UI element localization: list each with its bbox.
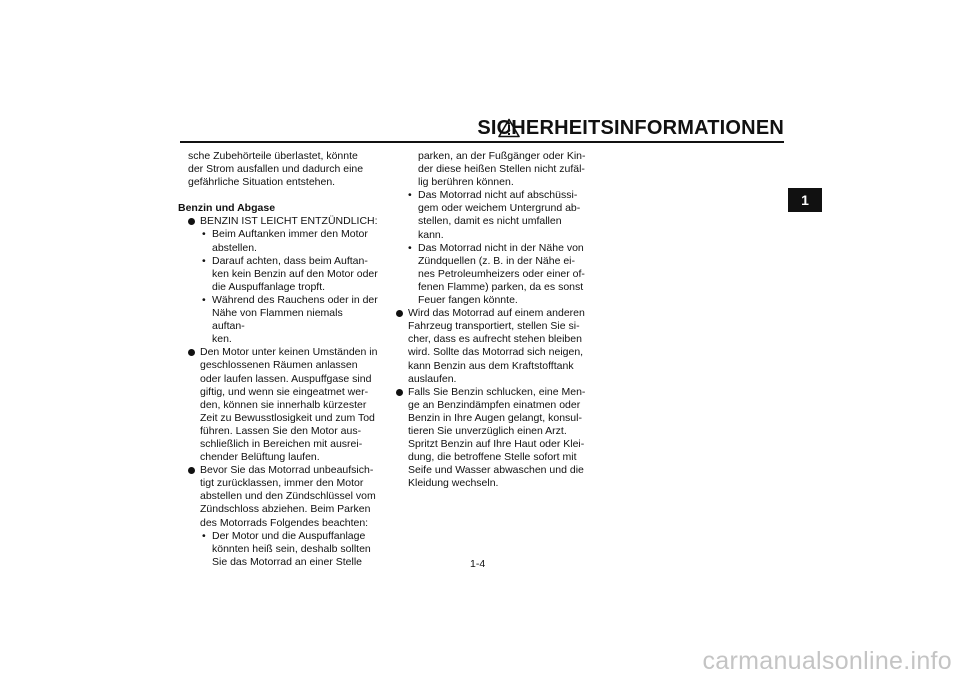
text-line: abstellen und den Zündschlüssel vom (200, 490, 376, 503)
text-line: Zündquellen (z. B. in der Nähe ei- (418, 254, 576, 267)
text-line: Benzin in Ihre Augen gelangt, konsul- (408, 411, 582, 424)
text-column-left (178, 150, 378, 569)
text-line: Das Motorrad nicht in der Nähe von (418, 241, 584, 254)
bullet-item (396, 307, 606, 386)
intro-paragraph (178, 150, 378, 189)
text-line: fenen Flamme) parken, da es sonst (418, 280, 584, 293)
sub-bullet-icon: • (202, 254, 206, 267)
text-line: den, können sie innerhalb kürzester (200, 398, 367, 411)
page-title: SICHERHEITSINFORMATIONEN (477, 117, 784, 139)
sub-bullet-icon: • (202, 293, 206, 306)
text-line: Das Motorrad nicht auf abschüssi- (418, 189, 578, 202)
text-line: Beim Auftanken immer den Motor (212, 228, 368, 241)
sub-bullet-item (178, 255, 378, 294)
text-line: Sie das Motorrad an einer Stelle (212, 555, 362, 568)
text-line: ken kein Benzin auf den Motor oder (212, 267, 378, 280)
text-line: Fahrzeug transportiert, stellen Sie si- (408, 320, 580, 333)
text-line: Darauf achten, dass beim Auftan- (212, 254, 368, 267)
text-line: Den Motor unter keinen Umständen in (200, 346, 378, 359)
sub-bullet-icon: • (202, 529, 206, 542)
text-line: Zündschloss abziehen. Beim Parken (200, 503, 371, 516)
watermark: carmanualsonline.info (702, 647, 952, 675)
page-header (180, 116, 784, 142)
text-line: Bevor Sie das Motorrad unbeaufsich- (200, 464, 374, 477)
text-line: Kleidung wechseln. (408, 477, 499, 490)
text-line: der diese heißen Stellen nicht zufäl- (418, 163, 585, 176)
text-line: Wird das Motorrad auf einem anderen (408, 307, 585, 320)
text-line: cher, dass es aufrecht stehen bleiben (408, 333, 582, 346)
text-line: die Auspuffanlage tropft. (212, 280, 326, 293)
text-line: abstellen. (212, 241, 257, 254)
text-line: tieren Sie unverzüglich einen Arzt. (408, 424, 567, 437)
text-line: auslaufen. (408, 372, 457, 385)
section-heading: Benzin und Abgase (178, 202, 276, 215)
text-line: oder laufen lassen. Auspuffgase sind (200, 372, 372, 385)
text-line: BENZIN IST LEICHT ENTZÜNDLICH: (200, 215, 378, 228)
bullet-item (178, 215, 378, 228)
bullet-dot-icon (188, 349, 195, 356)
text-line: tigt zurücklassen, immer den Motor (200, 477, 364, 490)
text-line: ge an Benzindämpfen einatmen oder (408, 398, 581, 411)
text-line: ken. (212, 333, 232, 346)
sub-bullet-item (178, 294, 378, 346)
text-line: lig berühren können. (418, 176, 514, 189)
sub-bullet-item (396, 242, 606, 307)
text-line: gem oder weichem Untergrund ab- (418, 202, 581, 215)
bullet-dot-icon (396, 389, 403, 396)
text-line: könnten heiß sein, deshalb sollten (212, 542, 371, 555)
text-line: giftig, und wenn sie eingeatmet wer- (200, 385, 369, 398)
sub-bullet-icon: • (202, 228, 206, 241)
text-line: Falls Sie Benzin schlucken, eine Men- (408, 385, 586, 398)
text-line: dung, die betroffene Stelle sofort mit (408, 451, 577, 464)
text-line: des Motorrads Folgendes beachten: (200, 516, 369, 529)
bullet-item (396, 386, 606, 491)
continued-text (396, 150, 606, 189)
bullet-item (178, 464, 378, 529)
sub-bullet-icon: • (408, 241, 412, 254)
text-line: Während des Rauchens oder in der (212, 293, 378, 306)
sub-bullet-icon: • (408, 189, 412, 202)
text-line: stellen, damit es nicht umfallen (418, 215, 562, 228)
sub-bullet-item (178, 530, 378, 569)
text-line: wird. Sollte das Motorrad sich neigen, (408, 346, 584, 359)
text-line: kann Benzin aus dem Kraftstofftank (408, 359, 574, 372)
text-line: Seife und Wasser abwaschen und die (408, 464, 584, 477)
text-line: Nähe von Flammen niemals auftan- (212, 307, 343, 333)
text-line: Zeit zu Bewusstlosigkeit und zum Tod (200, 411, 375, 424)
page-number: 1-4 (470, 558, 486, 570)
text-line: geschlossenen Räumen anlassen (200, 359, 358, 372)
header-rule (180, 141, 784, 143)
bullet-dot-icon (188, 218, 195, 225)
text-line: parken, an der Fußgänger oder Kin- (418, 150, 586, 162)
text-line: schließlich in Bereichen mit ausrei- (200, 437, 363, 450)
sub-bullet-item (396, 189, 606, 241)
text-line: der Strom ausfallen und dadurch eine (188, 163, 364, 176)
text-line: Feuer fangen könnte. (418, 294, 518, 307)
bullet-dot-icon (396, 310, 403, 317)
sub-bullet-item (178, 228, 378, 254)
text-line: kann. (418, 228, 444, 241)
bullet-dot-icon (188, 467, 195, 474)
text-line: chender Belüftung laufen. (200, 451, 320, 464)
chapter-tab: 1 (788, 188, 822, 212)
text-line: sche Zubehörteile überlastet, könnte (188, 150, 358, 162)
text-column-right (396, 150, 606, 490)
bullet-item (178, 346, 378, 464)
text-line: nes Petroleumheizers oder einer of- (418, 267, 585, 280)
text-line: Spritzt Benzin auf Ihre Haut oder Klei- (408, 438, 585, 451)
text-line: gefährliche Situation entstehen. (188, 176, 336, 189)
text-line: Der Motor und die Auspuffanlage (212, 529, 366, 542)
text-line: führen. Lassen Sie den Motor aus- (200, 424, 362, 437)
